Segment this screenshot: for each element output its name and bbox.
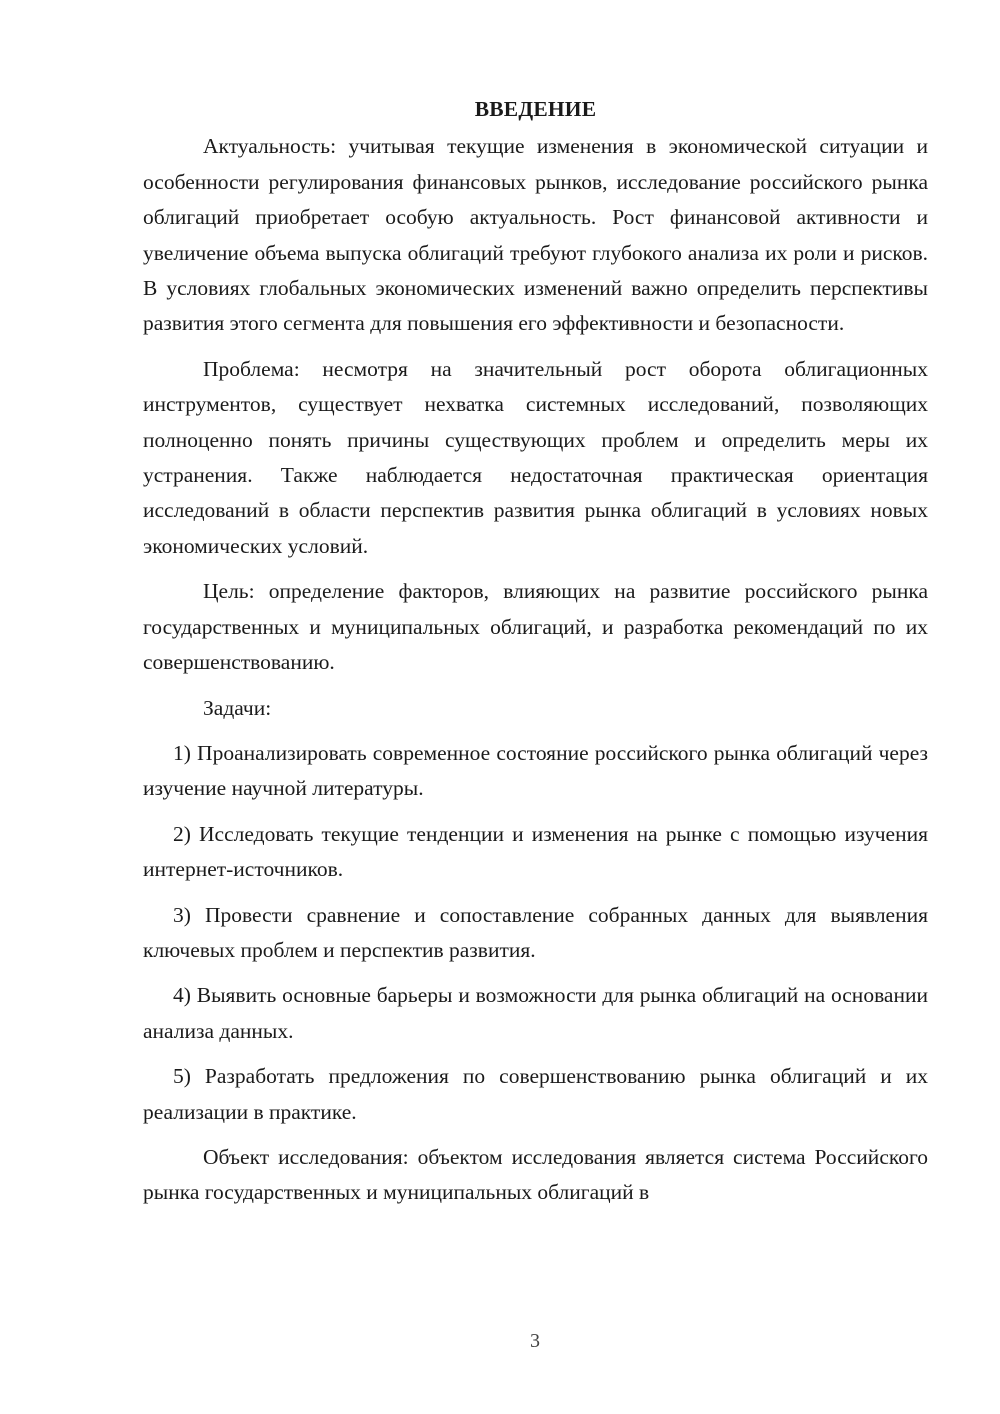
paragraph-object: Объект исследования: объектом исследования является система Российского рынка государственных и муниципальных облигаций в [143,1144,928,1205]
page-content [143,92,928,1221]
task-item: 1) Проанализировать современное состояние российского рынка облигаций через изучение научной литературы. [143,740,928,801]
task-item: 2) Исследовать текущие тенденции и изменения на рынке с помощью изучения интернет-источников. [143,821,928,882]
paragraph-relevance: Актуальность: учитывая текущие изменения в экономической ситуации и особенности регулирования финансовых рынков, исследование российского рынка облигаций приобретает особую актуальность. Рост финансовой активности и увеличение объема выпуска облигаций требуют глубокого анализа их роли и рисков. В условиях глобальных экономических изменений важно определить перспективы развития этого сегмента для повышения его эффективности и безопасности. [143,134,928,336]
task-item: 4) Выявить основные барьеры и возможности для рынка облигаций на основании анализа данных. [143,983,928,1043]
task-item: 5) Разработать предложения по совершенствованию рынка облигаций и их реализации в практике. [143,1064,928,1124]
tasks-heading: Задачи: [203,695,272,720]
paragraph-problem: Проблема: несмотря на значительный рост оборота облигационных инструментов, существует нехватка системных исследований, позволяющих полноценно понять причины существующих проблем и определить меры их устранения. Также наблюдается недостаточная практическая ориентация исследований в области перспектив развития рынка облигаций в условиях новых экономических условий. [143,356,928,558]
page-title: ВВЕДЕНИЕ [474,97,597,121]
paragraph-goal: Цель: определение факторов, влияющих на развитие российского рынка государственных и муниципальных облигаций, и разработка рекомендаций по их совершенствованию. [143,579,928,675]
task-item: 3) Провести сравнение и сопоставление собранных данных для выявления ключевых проблем и перспектив развития. [143,902,928,962]
page-number: 3 [530,1330,540,1352]
